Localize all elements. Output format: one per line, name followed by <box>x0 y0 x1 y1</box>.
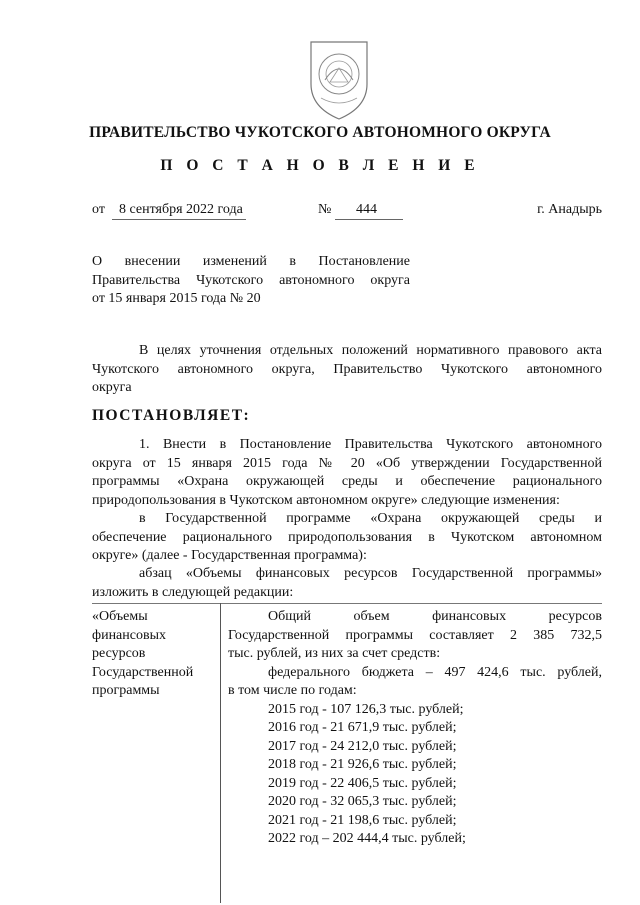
year-amount-line: 2015 год - 107 126,3 тыс. рублей; <box>268 701 464 717</box>
date-underline <box>112 219 246 220</box>
paragraph-line: Чукотского автономного округа, Правительство Чукотского автономного <box>92 361 602 377</box>
number-underline <box>335 219 403 220</box>
resolves-heading: ПОСТАНОВЛЯЕТ: <box>92 407 251 424</box>
year-amount-line: 2020 год - 32 065,3 тыс. рублей; <box>268 794 457 809</box>
yearly-amounts-list <box>228 701 602 849</box>
table-text-line: федерального бюджета – 497 424,6 тыс. рублей, <box>268 664 602 680</box>
date-label: от <box>92 202 105 217</box>
document-meta-row <box>92 202 602 222</box>
document-date: 8 сентября 2022 года <box>119 202 243 217</box>
table-left-cell <box>92 608 217 701</box>
table-label-line: Государственной <box>92 664 194 680</box>
point-1b-paragraph <box>92 565 602 602</box>
point-1a-paragraph <box>92 510 602 566</box>
year-amount-line: 2016 год - 21 671,9 тыс. рублей; <box>268 720 457 735</box>
paragraph-line: округа от 15 января 2015 года № 20 «Об утверждении Государственной <box>92 455 602 471</box>
document-number: 444 <box>356 202 377 217</box>
document-city: г. Анадырь <box>537 202 602 217</box>
government-title: ПРАВИТЕЛЬСТВО ЧУКОТСКОГО АВТОНОМНОГО ОКРУГА <box>89 124 551 141</box>
paragraph-line: 1. Внести в Постановление Правительства Чукотского автономного <box>139 437 602 452</box>
year-amount-line: 2022 год – 202 444,4 тыс. рублей; <box>268 831 466 846</box>
paragraph-line: В целях уточнения отдельных положений нормативного правового акта <box>139 343 602 358</box>
paragraph-line: округе» (далее - Государственная программа): <box>92 548 367 563</box>
paragraph-line: обеспечение рационального природопользования в Чукотском автономном <box>92 529 602 545</box>
point-1-paragraph <box>92 436 602 510</box>
document-subject <box>92 253 410 309</box>
year-amount-line: 2021 год - 21 198,6 тыс. рублей; <box>268 812 457 828</box>
table-text-line: Общий объем финансовых ресурсов <box>268 609 602 624</box>
paragraph-line: природопользования в Чукотском автономном округе» следующие изменения: <box>92 492 560 508</box>
table-label-line: программы <box>92 683 160 698</box>
subject-line: Правительства Чукотского автономного округа <box>92 272 410 288</box>
document-type-title: П О С Т А Н О В Л Е Н И Е <box>160 157 480 174</box>
year-amount-line: 2017 год - 24 212,0 тыс. рублей; <box>268 738 457 754</box>
coat-of-arms-emblem <box>303 38 375 122</box>
paragraph-line: программы «Охрана окружающей среды и обеспечение рационального <box>92 474 602 489</box>
table-text-line: тыс. рублей, из них за счет средств: <box>228 646 441 661</box>
subject-line: от 15 января 2015 года № 20 <box>92 291 261 306</box>
paragraph-line: округа <box>92 380 132 395</box>
table-column-divider <box>220 603 221 903</box>
preamble-paragraph <box>92 342 602 398</box>
subject-line: О внесении изменений в Постановление <box>92 254 410 269</box>
table-text-line: Государственной программы составляет 2 385 732,5 <box>228 627 602 643</box>
table-right-cell <box>228 608 602 849</box>
table-top-border <box>92 603 602 604</box>
table-text-line: в том числе по годам: <box>228 683 357 698</box>
paragraph-line: в Государственной программе «Охрана окружающей среды и <box>139 511 602 526</box>
year-amount-line: 2018 год - 21 926,6 тыс. рублей; <box>268 757 457 772</box>
paragraph-line: абзац «Объемы финансовых ресурсов Государственной программы» <box>139 566 602 581</box>
number-label: № <box>318 202 332 217</box>
year-amount-line: 2019 год - 22 406,5 тыс. рублей; <box>268 775 457 791</box>
table-label-line: «Объемы <box>92 609 148 624</box>
paragraph-line: изложить в следующей редакции: <box>92 584 294 600</box>
table-label-line: финансовых <box>92 627 166 643</box>
table-label-line: ресурсов <box>92 646 146 661</box>
